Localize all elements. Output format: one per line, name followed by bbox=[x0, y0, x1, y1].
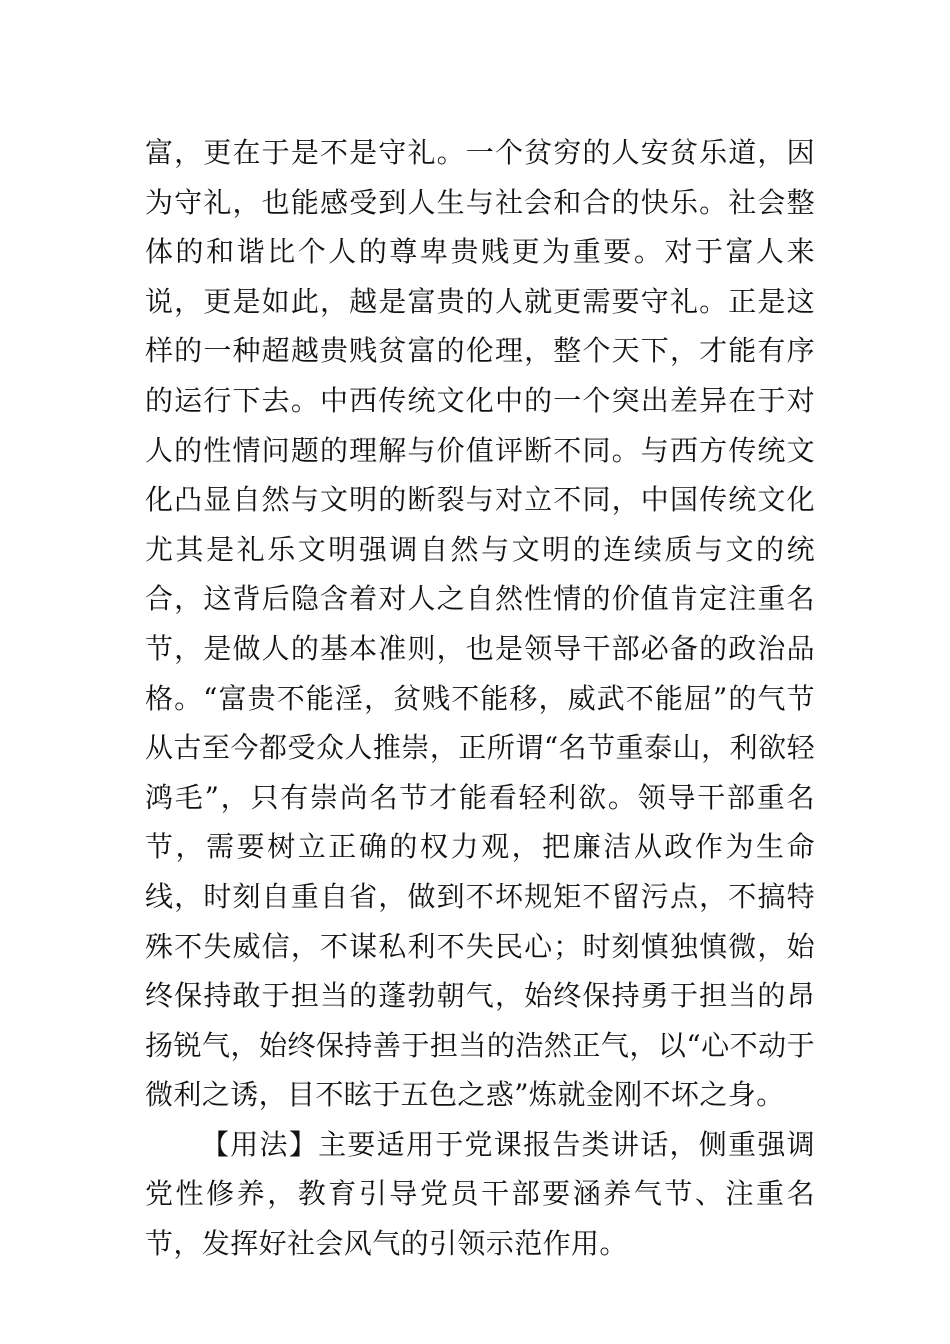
body-paragraph-usage: 【用法】主要适用于党课报告类讲话，侧重强调党性修养，教育引导党员干部要涵养气节、注重名节，发挥好社会风气的引领示范作用。 bbox=[145, 1127, 815, 1261]
document-body bbox=[145, 128, 815, 1269]
body-paragraph-continuation: 富，更在于是不是守礼。一个贫穷的人安贫乐道，因为守礼，也能感受到人生与社会和合的快乐。社会整体的和谐比个人的尊卑贵贱更为重要。对于富人来说，更是如此，越是富贵的人就更需要守礼。正是这样的一种超越贵贱贫富的伦理，整个天下，才能有序的运行下去。中西传统文化中的一个突出差异在于对人的性情问题的理解与价值评断不同。与西方传统文化凸显自然与文明的断裂与对立不同，中国传统文化尤其是礼乐文明强调自然与文明的连续质与文的统合，这背后隐含着对人之自然性情的价值肯定注重名节，是做人的基本准则，也是领导干部必备的政治品格。“富贵不能淫，贫贱不能移，威武不能屈”的气节从古至今都受众人推崇，正所谓“名节重泰山，利欲轻鸿毛”，只有崇尚名节才能看轻利欲。领导干部重名节，需要树立正确的权力观，把廉洁从政作为生命线，时刻自重自省，做到不坏规矩不留污点，不搞特殊不失威信，不谋私利不失民心；时刻慎独慎微，始终保持敢于担当的蓬勃朝气，始终保持勇于担当的昂扬锐气，始终保持善于担当的浩然正气，以“心不动于微利之诱，目不眩于五色之惑”炼就金刚不坏之身。 bbox=[145, 136, 815, 1112]
